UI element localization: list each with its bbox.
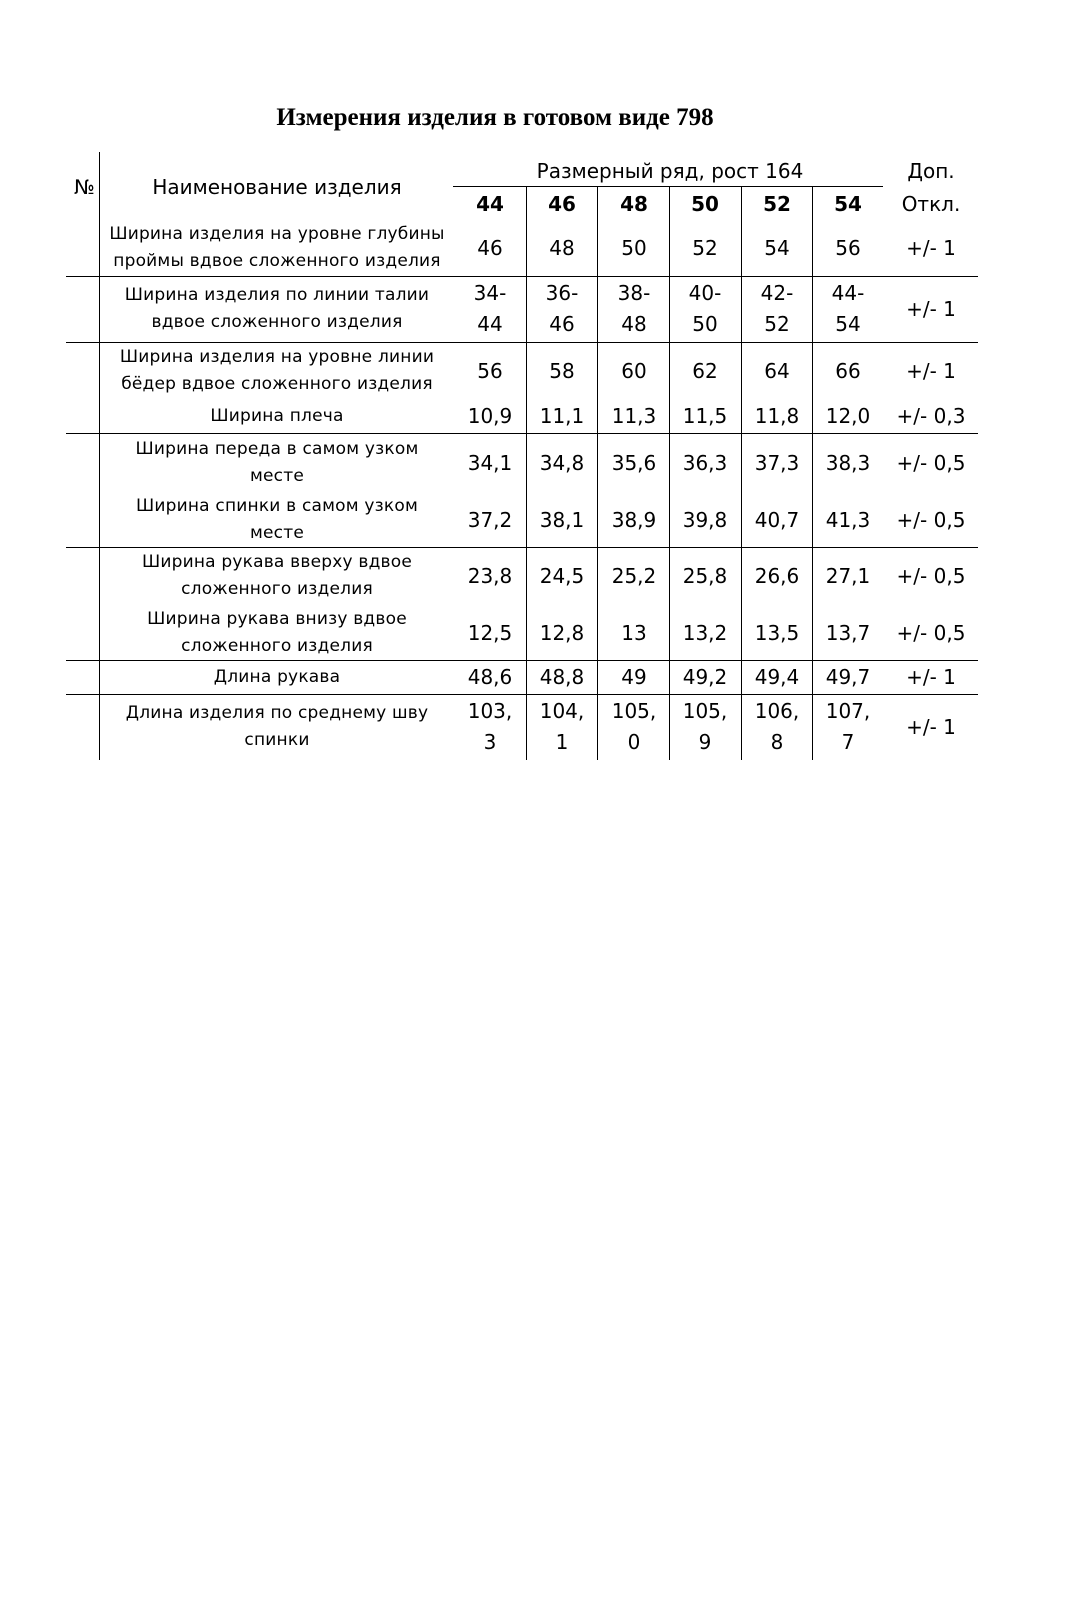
row-value: 41,3 <box>825 507 871 532</box>
row-value: 107, 7 <box>825 699 871 754</box>
row-value: 105, 0 <box>611 699 657 754</box>
row-value: 49,7 <box>825 664 871 689</box>
row-name: Ширина изделия по линии талии вдвое сложенного изделия <box>124 285 430 332</box>
row-value: 38,3 <box>825 450 871 475</box>
row-value: 105, 9 <box>682 699 728 754</box>
row-value: 48,8 <box>539 664 585 689</box>
row-name: Ширина рукава вверху вдвое сложенного изделия <box>141 552 413 599</box>
row-value: 13,7 <box>825 620 871 645</box>
row-value: 103, 3 <box>467 699 513 754</box>
row-value: 13,5 <box>754 620 800 645</box>
row-name: Ширина переда в самом узком месте <box>135 439 419 486</box>
row-tolerance: +/- 1 <box>906 714 956 739</box>
row-divider <box>66 276 978 277</box>
column-divider <box>597 186 598 760</box>
row-value: 37,2 <box>467 507 513 532</box>
row-value: 13,2 <box>682 620 728 645</box>
row-value: 34,1 <box>467 450 513 475</box>
row-value: 24,5 <box>539 563 585 588</box>
row-tolerance: +/- 0,5 <box>896 507 966 532</box>
row-value: 26,6 <box>754 563 800 588</box>
column-divider <box>526 186 527 760</box>
row-tolerance: +/- 1 <box>906 664 956 689</box>
row-value: 60 <box>621 358 647 383</box>
row-value: 11,8 <box>754 403 800 428</box>
row-name: Ширина изделия на уровне линии бёдер вдвое сложенного изделия <box>119 347 435 394</box>
row-value: 12,5 <box>467 620 513 645</box>
row-value: 49,4 <box>754 664 800 689</box>
row-tolerance: +/- 1 <box>906 358 956 383</box>
row-value: 11,3 <box>611 403 657 428</box>
row-value: 11,1 <box>539 403 585 428</box>
row-value: 36- 46 <box>545 281 579 336</box>
row-name: Ширина рукава внизу вдвое сложенного изделия <box>147 609 407 656</box>
column-divider <box>669 186 670 760</box>
size-header-48: 48 <box>620 192 648 216</box>
row-divider <box>66 547 978 548</box>
row-value: 23,8 <box>467 563 513 588</box>
row-value: 104, 1 <box>539 699 585 754</box>
row-tolerance: +/- 1 <box>906 296 956 321</box>
row-value: 27,1 <box>825 563 871 588</box>
row-tolerance: +/- 0,5 <box>896 450 966 475</box>
row-value: 66 <box>835 358 861 383</box>
row-value: 52 <box>692 235 718 260</box>
left-border-line <box>99 152 100 760</box>
size-header-54: 54 <box>834 192 862 216</box>
row-value: 13 <box>621 620 647 645</box>
row-value: 25,8 <box>682 563 728 588</box>
row-divider <box>66 660 978 661</box>
row-value: 62 <box>692 358 718 383</box>
row-name: Ширина спинки в самом узком месте <box>136 496 418 543</box>
row-divider <box>66 694 978 695</box>
row-value: 11,5 <box>682 403 728 428</box>
row-value: 38,9 <box>611 507 657 532</box>
row-value: 56 <box>477 358 503 383</box>
row-name: Длина рукава <box>213 666 341 687</box>
row-value: 38- 48 <box>617 281 651 336</box>
size-header-52: 52 <box>763 192 791 216</box>
row-value: 58 <box>549 358 575 383</box>
row-value: 42- 52 <box>760 281 794 336</box>
size-header-50: 50 <box>691 192 719 216</box>
row-value: 48,6 <box>467 664 513 689</box>
tolerance-header-line1: Доп. <box>907 159 955 183</box>
row-value: 40,7 <box>754 507 800 532</box>
row-name: Ширина изделия на уровне глубины проймы вдвое сложенного изделия <box>109 224 445 271</box>
row-tolerance: +/- 1 <box>906 235 956 260</box>
row-value: 106, 8 <box>754 699 800 754</box>
row-value: 48 <box>549 235 575 260</box>
row-tolerance: +/- 0,5 <box>896 563 966 588</box>
row-value: 36,3 <box>682 450 728 475</box>
row-divider <box>66 433 978 434</box>
row-value: 25,2 <box>611 563 657 588</box>
row-value: 46 <box>477 235 503 260</box>
number-column-header: № <box>74 175 95 199</box>
row-value: 40- 50 <box>688 281 722 336</box>
row-value: 37,3 <box>754 450 800 475</box>
row-value: 35,6 <box>611 450 657 475</box>
size-header-46: 46 <box>548 192 576 216</box>
row-value: 10,9 <box>467 403 513 428</box>
row-value: 44- 54 <box>831 281 865 336</box>
column-divider <box>741 186 742 760</box>
row-tolerance: +/- 0,3 <box>896 403 966 428</box>
size-header-44: 44 <box>476 192 504 216</box>
document-title: Измерения изделия в готовом виде 798 <box>276 104 714 131</box>
row-value: 64 <box>764 358 790 383</box>
row-name: Длина изделия по среднему шву спинки <box>125 703 429 750</box>
column-divider <box>812 186 813 760</box>
row-value: 54 <box>764 235 790 260</box>
row-divider <box>66 342 978 343</box>
row-value: 50 <box>621 235 647 260</box>
row-value: 38,1 <box>539 507 585 532</box>
row-value: 12,0 <box>825 403 871 428</box>
row-value: 39,8 <box>682 507 728 532</box>
size-header-divider <box>453 186 883 187</box>
row-tolerance: +/- 0,5 <box>896 620 966 645</box>
size-range-header: Размерный ряд, рост 164 <box>536 159 804 183</box>
row-value: 34,8 <box>539 450 585 475</box>
row-value: 12,8 <box>539 620 585 645</box>
row-value: 34- 44 <box>473 281 507 336</box>
row-value: 49 <box>621 664 647 689</box>
row-value: 49,2 <box>682 664 728 689</box>
tolerance-header-line2: Откл. <box>901 192 961 216</box>
row-name: Ширина плеча <box>210 405 344 426</box>
name-column-header: Наименование изделия <box>152 175 402 199</box>
row-value: 56 <box>835 235 861 260</box>
